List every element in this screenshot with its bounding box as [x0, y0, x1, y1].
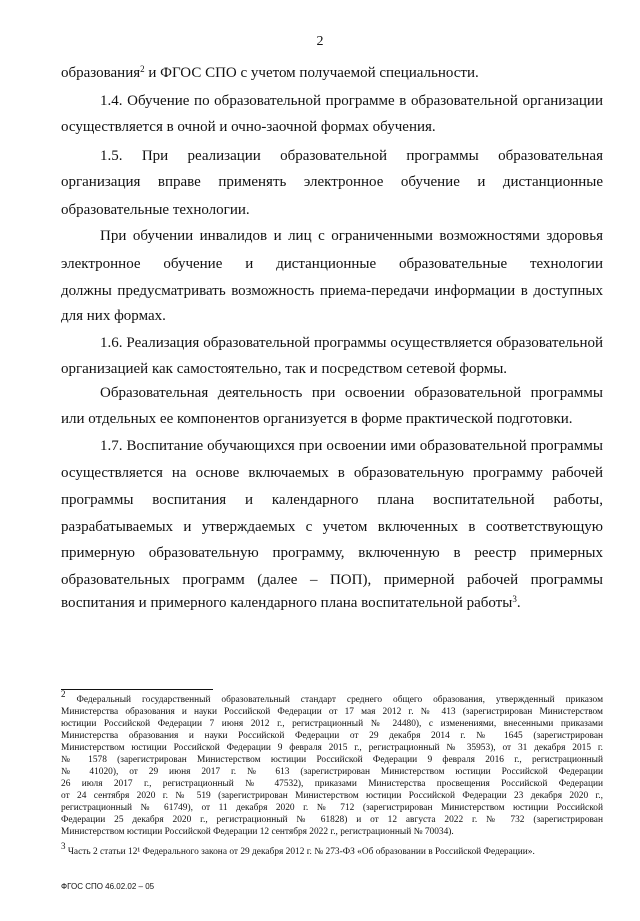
body-line: образования$^2$ и ФГОС СПО с учетом получаемой специальности. [61, 64, 479, 81]
body-line: 1.5. При реализации образовательной программы образовательная [100, 148, 603, 164]
footnote-line: Министерством юстиции Российской Федерации 12 сентября 2022 г., регистрационный № 70034). [61, 827, 454, 837]
footnote-line: $^3$ Часть 2 статьи 12¹ Федерального закона от 29 декабря 2012 г. № 273-ФЗ «Об образовании в Российской Федерации». [61, 841, 535, 857]
body-line: 1.6. Реализация образовательной программы осуществляется образовательной [100, 335, 603, 351]
footnote-line: регистрационный № 61749), от 11 декабря 2020 г. № 712 (зарегистрирован Министерством юстиции Российской [61, 803, 603, 813]
body-line: программы воспитания и календарного плана воспитательной работы, [61, 492, 603, 508]
footnote-line: Министерства образования и науки Российской Федерации от 17 мая 2012 г. № 413 (зарегистрирован Министерством [61, 707, 603, 717]
body-line: или отдельных ее компонентов организуется в форме практической подготовки. [61, 411, 573, 427]
body-line: При обучении инвалидов и лиц с ограниченными возможностями здоровья [100, 228, 603, 244]
page-number: 2 [316, 34, 324, 49]
footnote-line: Министерства образования и науки Российской Федерации от 29 декабря 2014 г. № 1645 (зарегистрирован [61, 731, 603, 741]
body-line: примерную образовательную программу, включенную в реестр примерных [61, 545, 603, 561]
footnote-line: Федерации 25 декабря 2020 г., регистрационный № 61828) и от 12 августа 2022 г. № 732 (зарегистрирован [61, 815, 603, 825]
body-line: должны предусматривать возможность приема-передачи информации в доступных [61, 283, 603, 299]
body-line: для них формах. [61, 308, 166, 324]
footnote-marker: 3 [512, 594, 517, 604]
body-line: образовательные технологии. [61, 202, 250, 218]
footnote-line: № 1578 (зарегистрирован Министерством юстиции Российской Федерации 9 февраля 2016 г., регистрационный [61, 755, 603, 765]
footnote-marker: 2 [61, 689, 66, 699]
footnote-line: юстиции Российской Федерации 7 июня 2012 г., регистрационный № 24480), с изменениями, внесенными приказами [61, 719, 603, 729]
body-line: воспитания и примерного календарного плана воспитательной работы$^3$. [61, 594, 521, 611]
body-line: образовательных программ (далее – ПОП), примерной рабочей программы [61, 572, 603, 588]
body-line: электронное обучение и дистанционные образовательные технологии [61, 256, 603, 272]
footnote-line: от 24 сентября 2020 г. № 519 (зарегистрирован Министерством юстиции Российской Федерации 23 декабря 2020 г., [61, 791, 603, 801]
body-line: разрабатываемых и утверждаемых с учетом включенных в соответствующую [61, 519, 603, 535]
document-code-footer: ФГОС СПО 46.02.02 – 05 [61, 882, 155, 891]
footnote-line: № 41020), от 29 июня 2017 г. № 613 (зарегистрирован Министерством юстиции Российской Федерации [61, 767, 603, 777]
body-line: Образовательная деятельность при освоении образовательной программы [100, 385, 603, 401]
footnote-marker: 3 [61, 841, 66, 851]
footnote-marker: 2 [140, 64, 145, 74]
footnote-line: Министерством юстиции Российской Федерации 9 февраля 2015 г., регистрационный № 35953), от 31 декабря 2015 г. [61, 743, 603, 753]
footnote-divider [61, 689, 213, 690]
body-line: 1.7. Воспитание обучающихся при освоении ими образовательной программы [100, 438, 603, 454]
body-line: осуществляется в очной и очно-заочной формах обучения. [61, 119, 436, 135]
body-line: осуществляется на основе включаемых в образовательную программу рабочей [61, 465, 603, 481]
body-line: организация вправе применять электронное обучение и дистанционные [61, 174, 603, 190]
body-line: 1.4. Обучение по образовательной программе в образовательной организации [100, 93, 603, 109]
footnote-line: 26 июля 2017 г., регистрационный № 47532), приказами Министерства просвещения Российской Федерации [61, 779, 603, 789]
footnote-line: $^2$ Федеральный государственный образовательный стандарт среднего общего образования, утвержденный приказом [61, 689, 603, 705]
body-line: организацией как самостоятельно, так и посредством сетевой формы. [61, 361, 508, 377]
